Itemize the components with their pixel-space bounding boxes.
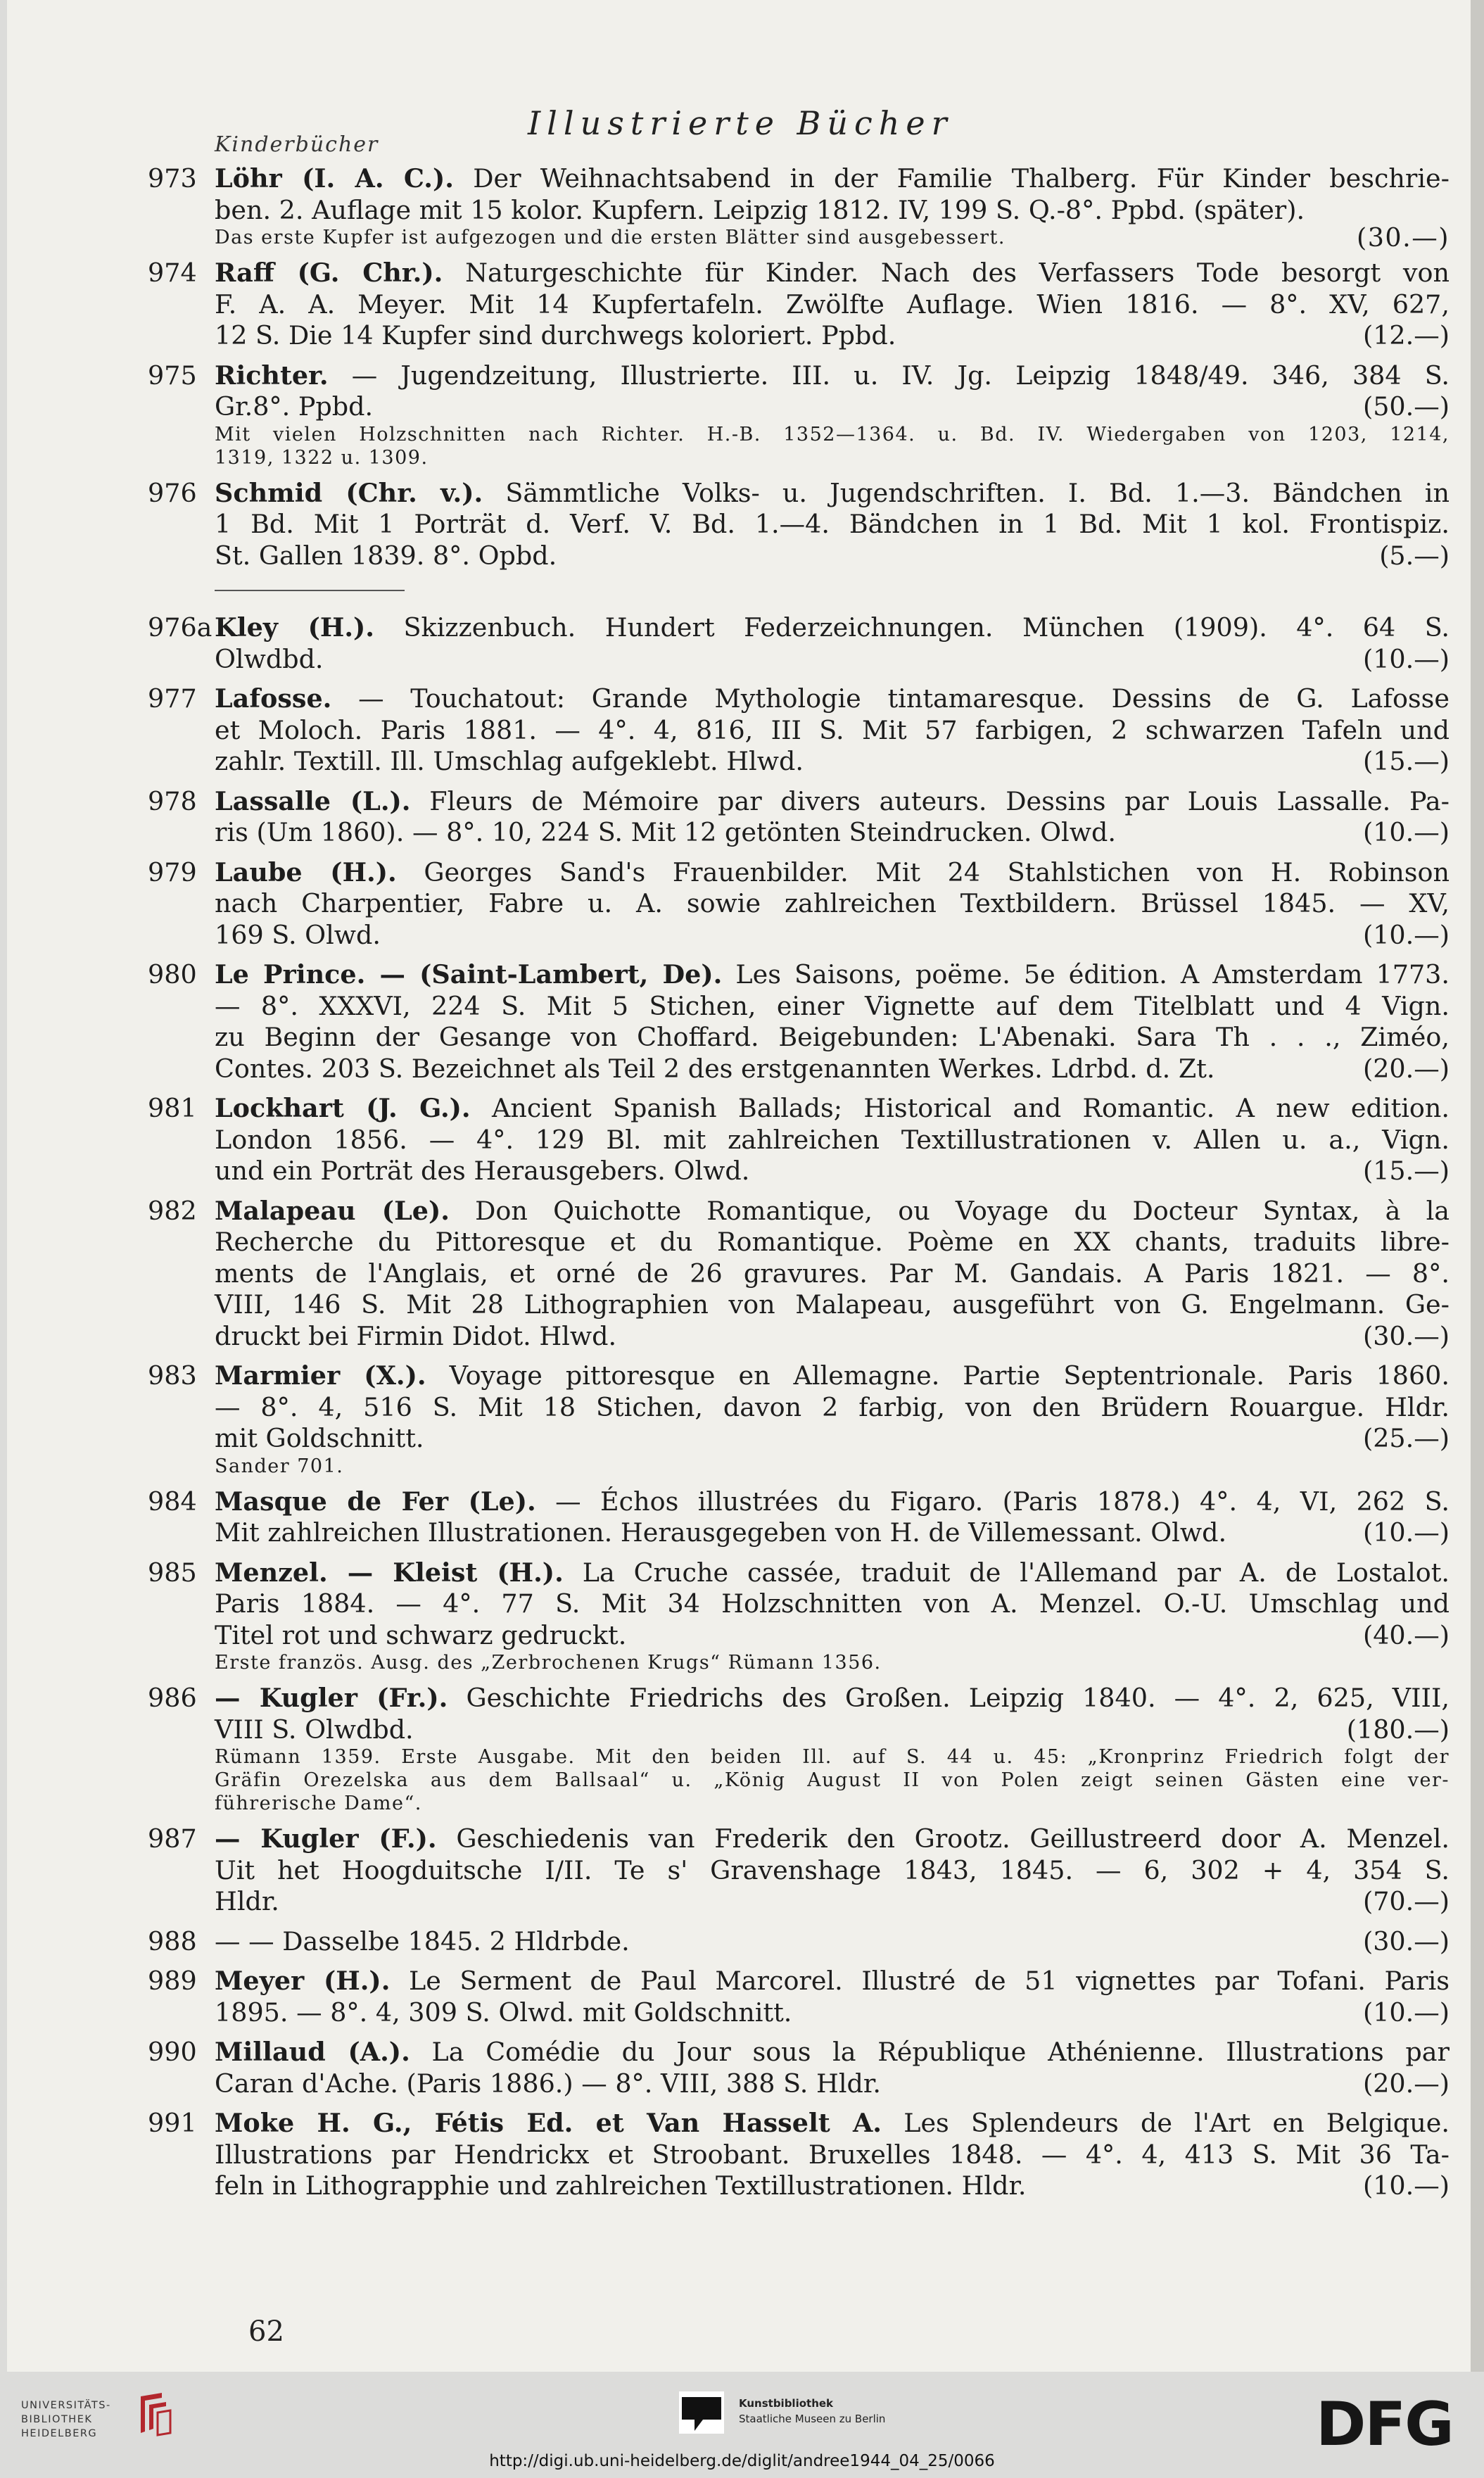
entry-number: 982: [148, 1195, 197, 1226]
entry-line-text: [215, 1423, 424, 1455]
page-edge: [1471, 0, 1484, 2372]
entry-text: et Moloch. Paris 1881. — 4°. 4, 816, III S. Mit 57 farbigen, 2 schwarzen Tafeln und: [215, 714, 1450, 745]
entry-group-illustrierte: [148, 612, 1450, 2202]
entry-line-text: [215, 1886, 279, 1918]
entry-price: (10.—): [1362, 643, 1450, 674]
entry-price: (5.—): [1379, 540, 1450, 571]
entry-text: — 8°. 4, 516 S. Mit 18 Stichen, davon 2 farbig, von den Brüdern Rouargue. Hldr.: [215, 1391, 1450, 1422]
entry-line: [215, 1227, 1450, 1258]
entry-text: Les Splendeurs de l'Art en Belgique.: [882, 2108, 1450, 2138]
entry-number: 988: [148, 1926, 197, 1957]
university-line: UNIVERSITÄTS-: [21, 2400, 111, 2411]
entry-price: (40.—): [1362, 1619, 1450, 1650]
entry-price: (10.—): [1362, 1997, 1450, 2028]
entry-number: 985: [148, 1557, 197, 1588]
entry-author: Menzel. — Kleist (H.).: [215, 1557, 564, 1588]
entry-number: 981: [148, 1093, 197, 1123]
entry-author: Raff (G. Chr.).: [215, 258, 443, 288]
entry-text: F. A. A. Meyer. Mit 14 Kupfertafeln. Zwölfte Auflage. Wien 1816. — 8°. XV, 627,: [215, 289, 1450, 320]
note-line: [215, 1455, 1450, 1478]
entry-text: 169 S. Olwd.: [215, 919, 381, 950]
entry-text: Titel rot und schwarz gedruckt.: [215, 1619, 627, 1650]
entry-text: Ancient Spanish Ballads; Historical and Romantic. A new edition.: [470, 1093, 1450, 1123]
entry-line-text: [215, 1620, 626, 1652]
entry-line: [215, 1156, 1450, 1187]
entry-line: [215, 991, 1450, 1023]
entry-line-text: [215, 644, 324, 676]
entry-line: [215, 1258, 1450, 1290]
entry-text: — Touchatout: Grande Mythologie tintamaresque. Dessins de G. Lafosse: [331, 683, 1450, 714]
entry-text: nach Charpentier, Fabre u. A. sowie zahlreichen Textbildern. Brüssel 1845. — XV,: [215, 888, 1450, 918]
entry-price: (30.—): [1356, 222, 1450, 253]
catalog-entry: [148, 163, 1450, 253]
entry-line: [215, 1886, 1450, 1918]
entry-text: Recherche du Pittoresque et du Romantique. Poème en XX chants, traduits libre-: [215, 1227, 1450, 1257]
entry-text: VIII S. Olwdbd.: [215, 1714, 414, 1745]
entry-text: Uit het Hoogduitsche I/II. Te s' Gravenshage 1843, 1845. — 6, 302 + 4, 354 S.: [215, 1854, 1450, 1885]
university-library-name: [21, 2398, 111, 2441]
entry-line: [215, 1054, 1450, 1085]
entry-author: Le Prince. — (Saint-Lambert, De).: [215, 959, 723, 990]
entry-author: — Kugler (Fr.).: [215, 1683, 448, 1713]
entry-line: [215, 644, 1450, 676]
entry-number: 978: [148, 785, 197, 816]
entry-text: Olwdbd.: [215, 643, 324, 674]
catalog-entry: [148, 2108, 1450, 2202]
entry-line: [215, 2139, 1450, 2171]
catalog-entry: [148, 683, 1450, 778]
entry-text: Don Quichotte Romantique, ou Voyage du Docteur Syntax, à la: [449, 1195, 1450, 1226]
entry-line: [215, 888, 1450, 920]
entry-price: (10.—): [1362, 1517, 1450, 1548]
entry-line: [215, 1196, 1450, 1227]
entry-line: [215, 1125, 1450, 1156]
entry-number: 984: [148, 1486, 197, 1517]
entry-number: 990: [148, 2037, 197, 2067]
catalog-entries: [148, 163, 1450, 2211]
entry-text: 1895. — 8°. 4, 309 S. Olwd. mit Goldschnitt.: [215, 1997, 792, 2028]
note-line: [215, 1769, 1450, 1792]
entry-line: [215, 959, 1450, 991]
entry-line: [215, 541, 1450, 572]
note-text: Rümann 1359. Erste Ausgabe. Mit den beiden Ill. auf S. 44 u. 45: „Kronprinz Friedrich folgt der: [215, 1746, 1450, 1768]
kunstbibliothek-subtitle: Staatliche Museen zu Berlin: [739, 2413, 886, 2425]
entry-text: Der Weihnachtsabend in der Familie Thalberg. Für Kinder beschrie-: [454, 163, 1450, 194]
entry-line: [215, 1289, 1450, 1321]
entry-line: [215, 1093, 1450, 1125]
entry-line: [215, 1823, 1450, 1855]
entry-text: — 8°. XXXVI, 224 S. Mit 5 Stichen, einer Vignette auf dem Titelblatt und 4 Vign.: [215, 990, 1450, 1021]
entry-price: (20.—): [1362, 2068, 1450, 2099]
entry-group-kinderbuecher: [148, 163, 1450, 571]
entry-number: 976: [148, 477, 197, 508]
note-text: Mit vielen Holzschnitten nach Richter. H.-B. 1352—1364. u. Bd. IV. Wiedergaben von 1203, 1214,: [215, 423, 1450, 445]
entry-text: — Jugendzeitung, Illustrierte. III. u. IV. Jg. Leipzig 1848/49. 346, 384 S.: [328, 360, 1450, 391]
entry-line: [215, 683, 1450, 715]
entry-author: Richter.: [215, 360, 329, 391]
entry-line: [215, 1855, 1450, 1887]
catalog-entry: [148, 1360, 1450, 1478]
note-text: 1319, 1322 u. 1309.: [215, 446, 429, 469]
entry-text: — — Dasselbe 1845. 2 Hldrbde.: [215, 1926, 630, 1957]
entry-line: [215, 1997, 1450, 2029]
entry-number: 979: [148, 856, 197, 887]
entry-number: 977: [148, 683, 197, 714]
source-url-link[interactable]: http://digi.ub.uni-heidelberg.de/diglit/andree1944_04_25/0066: [489, 2452, 995, 2470]
entry-number: 973: [148, 163, 197, 194]
entry-line-text: [215, 1156, 749, 1187]
entry-price: (30.—): [1362, 1926, 1450, 1957]
entry-text: Sämmtliche Volks- u. Jugendschriften. I. Bd. 1.—3. Bändchen in: [483, 477, 1450, 508]
note-line: [215, 423, 1450, 446]
entry-line-text: [215, 1321, 616, 1353]
dfg-logo: DFG: [1316, 2389, 1453, 2460]
entry-text: La Comédie du Jour sous la République Athénienne. Illustrations par: [410, 2037, 1450, 2067]
catalog-entry: [148, 857, 1450, 952]
entry-text: ris (Um 1860). — 8°. 10, 224 S. Mit 12 getönten Steindrucken. Olwd.: [215, 817, 1116, 847]
entry-text: Skizzenbuch. Hundert Federzeichnungen. München (1909). 4°. 64 S.: [374, 612, 1450, 643]
entry-text: Geschichte Friedrichs des Großen. Leipzig 1840. — 4°. 2, 625, VIII,: [448, 1683, 1450, 1713]
entry-text: Geschiedenis van Frederik den Grootz. Geillustreerd door A. Menzel.: [436, 1823, 1450, 1854]
entry-line: [215, 163, 1450, 195]
entry-price: (180.—): [1346, 1714, 1450, 1745]
entry-line: [215, 258, 1450, 289]
entry-number: 976a: [148, 612, 213, 643]
entry-price: (10.—): [1362, 817, 1450, 847]
entry-price: (50.—): [1362, 391, 1450, 422]
entry-text: Fleurs de Mémoire par divers auteurs. Dessins par Louis Lassalle. Pa-: [410, 785, 1450, 816]
entry-number: 975: [148, 360, 197, 391]
entry-line-text: [215, 1926, 630, 1958]
catalog-entry: [148, 786, 1450, 849]
entry-text: London 1856. — 4°. 129 Bl. mit zahlreichen Textillustrationen v. Allen u. a., Vign.: [215, 1124, 1450, 1155]
entry-text: Voyage pittoresque en Allemagne. Partie Septentrionale. Paris 1860.: [426, 1360, 1450, 1391]
entry-text: zu Beginn der Gesange von Choffard. Beigebunden: L'Abenaki. Sara Th . . ., Ziméo,: [215, 1022, 1450, 1052]
entry-number: 980: [148, 959, 197, 990]
entry-number: 986: [148, 1683, 197, 1713]
entry-price: (12.—): [1362, 320, 1450, 350]
entry-price: (15.—): [1362, 746, 1450, 776]
entry-line: [215, 2068, 1450, 2100]
catalog-entry: [148, 1093, 1450, 1187]
entry-price: (10.—): [1362, 2170, 1450, 2201]
entry-line: [215, 320, 1450, 352]
entry-author: Kley (H.).: [215, 612, 375, 643]
entry-line: [215, 1620, 1450, 1652]
note-line: [215, 1745, 1450, 1769]
entry-author: Moke H. G., Fétis Ed. et Van Hasselt A.: [215, 2108, 882, 2138]
note-line: [215, 1792, 1450, 1815]
catalog-entry: [148, 1196, 1450, 1353]
entry-author: Malapeau (Le).: [215, 1195, 450, 1226]
catalog-entry: [148, 478, 1450, 572]
entry-text: zahlr. Textill. Ill. Umschlag aufgeklebt. Hlwd.: [215, 746, 804, 776]
entry-line: [215, 1683, 1450, 1714]
entry-text: Caran d'Ache. (Paris 1886.) — 8°. VIII, 388 S. Hldr.: [215, 2068, 881, 2099]
entry-line: [215, 1557, 1450, 1589]
entry-author: Marmier (X.).: [215, 1360, 426, 1391]
entry-author: Löhr (I. A. C.).: [215, 163, 454, 194]
entry-price: (70.—): [1362, 1886, 1450, 1916]
entry-price: (15.—): [1362, 1156, 1450, 1186]
entry-author: Lockhart (J. G.).: [215, 1093, 471, 1123]
entry-text: St. Gallen 1839. 8°. Opbd.: [215, 540, 557, 571]
entry-line: [215, 1966, 1450, 1997]
entry-text: Naturgeschichte für Kinder. Nach des Verfassers Tode besorgt von: [443, 258, 1450, 288]
entry-line-text: [215, 541, 557, 572]
catalog-entry: [148, 258, 1450, 352]
university-line: BIBLIOTHEK: [21, 2414, 93, 2425]
entry-line-text: [215, 920, 381, 952]
entry-text: Gr.8°. Ppbd.: [215, 391, 374, 422]
entry-text: Illustrations par Hendrickx et Stroobant. Bruxelles 1848. — 4°. 4, 413 S. Mit 36 Ta-: [215, 2139, 1450, 2170]
entry-line: [215, 1588, 1450, 1620]
kunstbibliothek-label: [739, 2396, 885, 2427]
entry-line: [215, 817, 1450, 849]
entry-note: [215, 1651, 1450, 1674]
entry-line: [215, 715, 1450, 747]
entry-line: [215, 857, 1450, 889]
entry-line: [215, 2037, 1450, 2068]
catalog-entry: [148, 2037, 1450, 2099]
entry-line: [215, 391, 1450, 423]
note-text: Erste französ. Ausg. des „Zerbrochenen Krugs“ Rümann 1356.: [215, 1652, 882, 1674]
note-line: [215, 446, 1450, 469]
entry-price: (30.—): [1362, 1320, 1450, 1351]
catalog-entry: [148, 1557, 1450, 1675]
entry-line: [215, 920, 1450, 952]
entry-text: druckt bei Firmin Didot. Hlwd.: [215, 1320, 617, 1351]
entry-text: VIII, 146 S. Mit 28 Lithographien von Malapeau, ausgeführt von G. Engelmann. Ge-: [215, 1289, 1450, 1320]
catalog-entry: [148, 1683, 1450, 1815]
catalog-entry: [148, 1966, 1450, 2028]
entry-number: 987: [148, 1823, 197, 1854]
entry-line: [215, 1321, 1450, 1353]
entry-line-text: [215, 1517, 1226, 1549]
note-text: Gräfin Orezelska aus dem Ballsaal“ u. „König August II von Polen zeigt seinen Gästen eine ver-: [215, 1769, 1450, 1791]
entry-line-text: [215, 2170, 1027, 2202]
entry-line: [215, 1486, 1450, 1518]
entry-line: [215, 360, 1450, 392]
entry-line: [215, 1517, 1450, 1549]
entry-price: (20.—): [1362, 1053, 1450, 1084]
page-number: 62: [248, 2315, 284, 2348]
entry-number: 991: [148, 2108, 197, 2138]
entry-line: [215, 746, 1450, 778]
catalog-entry: [148, 612, 1450, 675]
entry-line-text: [215, 1714, 414, 1746]
entry-number: 974: [148, 258, 197, 288]
entry-number: 983: [148, 1360, 197, 1391]
note-line: [215, 222, 1450, 253]
entry-line: [215, 1423, 1450, 1455]
entry-text: Mit zahlreichen Illustrationen. Herausgegeben von H. de Villemessant. Olwd.: [215, 1517, 1227, 1548]
entry-line-text: [215, 746, 804, 778]
entry-line: [215, 289, 1450, 321]
entry-price: (10.—): [1362, 919, 1450, 950]
entry-price: (25.—): [1362, 1423, 1450, 1453]
entry-author: Laube (H.).: [215, 856, 397, 887]
note-line: [215, 1651, 1450, 1674]
entry-line: [215, 478, 1450, 510]
catalog-entry: [148, 360, 1450, 469]
entry-line-text: [215, 817, 1116, 849]
entry-line-text: [215, 320, 896, 352]
entry-text: 12 S. Die 14 Kupfer sind durchwegs koloriert. Ppbd.: [215, 320, 896, 350]
entry-note: [215, 1745, 1450, 1815]
entry-line: [215, 1392, 1450, 1424]
note-text: Sander 701.: [215, 1455, 344, 1477]
catalog-entry: [148, 959, 1450, 1085]
entry-author: Schmid (Chr. v.).: [215, 477, 483, 508]
kunstbibliothek-logo-icon: [679, 2391, 724, 2436]
entry-line: [215, 1022, 1450, 1054]
entry-line: [215, 612, 1450, 644]
entry-line-text: [215, 1997, 792, 2029]
entry-note: [215, 222, 1450, 253]
note-text: führerische Dame“.: [215, 1793, 422, 1814]
entry-line: [215, 1714, 1450, 1746]
entry-line-text: [215, 1054, 1215, 1085]
catalog-entry: [148, 1823, 1450, 1918]
entry-text: Contes. 203 S. Bezeichnet als Teil 2 des erstgenannten Werkes. Ldrbd. d. Zt.: [215, 1053, 1215, 1084]
catalog-entry: [148, 1926, 1450, 1958]
entry-author: Masque de Fer (Le).: [215, 1486, 536, 1517]
entry-number: 989: [148, 1966, 197, 1996]
entry-line: [215, 509, 1450, 541]
university-line: HEIDELBERG: [21, 2428, 98, 2439]
entry-text: und ein Porträt des Herausgebers. Olwd.: [215, 1156, 750, 1186]
entry-text: Hldr.: [215, 1886, 279, 1916]
entry-line-text: [215, 391, 373, 423]
entry-text: ben. 2. Auflage mit 15 kolor. Kupfern. Leipzig 1812. IV, 199 S. Q.-8°. Ppbd. (später).: [215, 194, 1305, 225]
entry-text: ments de l'Anglais, et orné de 26 gravures. Par M. Gandais. A Paris 1821. — 8°.: [215, 1258, 1450, 1289]
entry-line: [215, 1926, 1450, 1958]
section-label: Kinderbücher: [215, 132, 379, 157]
entry-line: [215, 2170, 1450, 2202]
entry-text: — Échos illustrées du Figaro. (Paris 1878.) 4°. 4, VI, 262 S.: [535, 1486, 1450, 1517]
entry-text: La Cruche cassée, traduit de l'Allemand par A. de Lostalot.: [563, 1557, 1450, 1588]
entry-text: Le Serment de Paul Marcorel. Illustré de 51 vignettes par Tofani. Paris: [390, 1966, 1450, 1996]
kunstbibliothek-title: Kunstbibliothek: [739, 2397, 834, 2410]
entry-text: Georges Sand's Frauenbilder. Mit 24 Stahlstichen von H. Robinson: [396, 856, 1450, 887]
entry-line: [215, 1360, 1450, 1392]
page-title: Illustrierte Bücher: [528, 104, 953, 142]
section-divider: [215, 590, 405, 591]
note-text: Das erste Kupfer ist aufgezogen und die ersten Blätter sind ausgebessert.: [215, 227, 1006, 248]
entry-note: [215, 1455, 1450, 1478]
catalog-entry: [148, 1486, 1450, 1549]
entry-author: Millaud (A.).: [215, 2037, 410, 2067]
entry-text: Les Saisons, poëme. 5e édition. A Amsterdam 1773.: [722, 959, 1450, 990]
entry-note: [215, 423, 1450, 469]
entry-author: Meyer (H.).: [215, 1966, 391, 1996]
entry-text: feln in Lithograpphie und zahlreichen Textillustrationen. Hldr.: [215, 2170, 1027, 2201]
entry-line-text: [215, 2068, 881, 2100]
entry-line: [215, 2108, 1450, 2139]
entry-text: mit Goldschnitt.: [215, 1423, 424, 1453]
entry-text: Paris 1884. — 4°. 77 S. Mit 34 Holzschnitten von A. Menzel. O.-U. Umschlag und: [215, 1588, 1450, 1619]
entry-line: [215, 786, 1450, 818]
entry-author: Lafosse.: [215, 683, 332, 714]
entry-author: Lassalle (L.).: [215, 785, 411, 816]
entry-text: 1 Bd. Mit 1 Porträt d. Verf. V. Bd. 1.—4. Bändchen in 1 Bd. Mit 1 kol. Frontispiz.: [215, 509, 1450, 539]
university-logo-icon: [134, 2389, 176, 2441]
entry-line: [215, 195, 1450, 227]
entry-author: — Kugler (F.).: [215, 1823, 437, 1854]
